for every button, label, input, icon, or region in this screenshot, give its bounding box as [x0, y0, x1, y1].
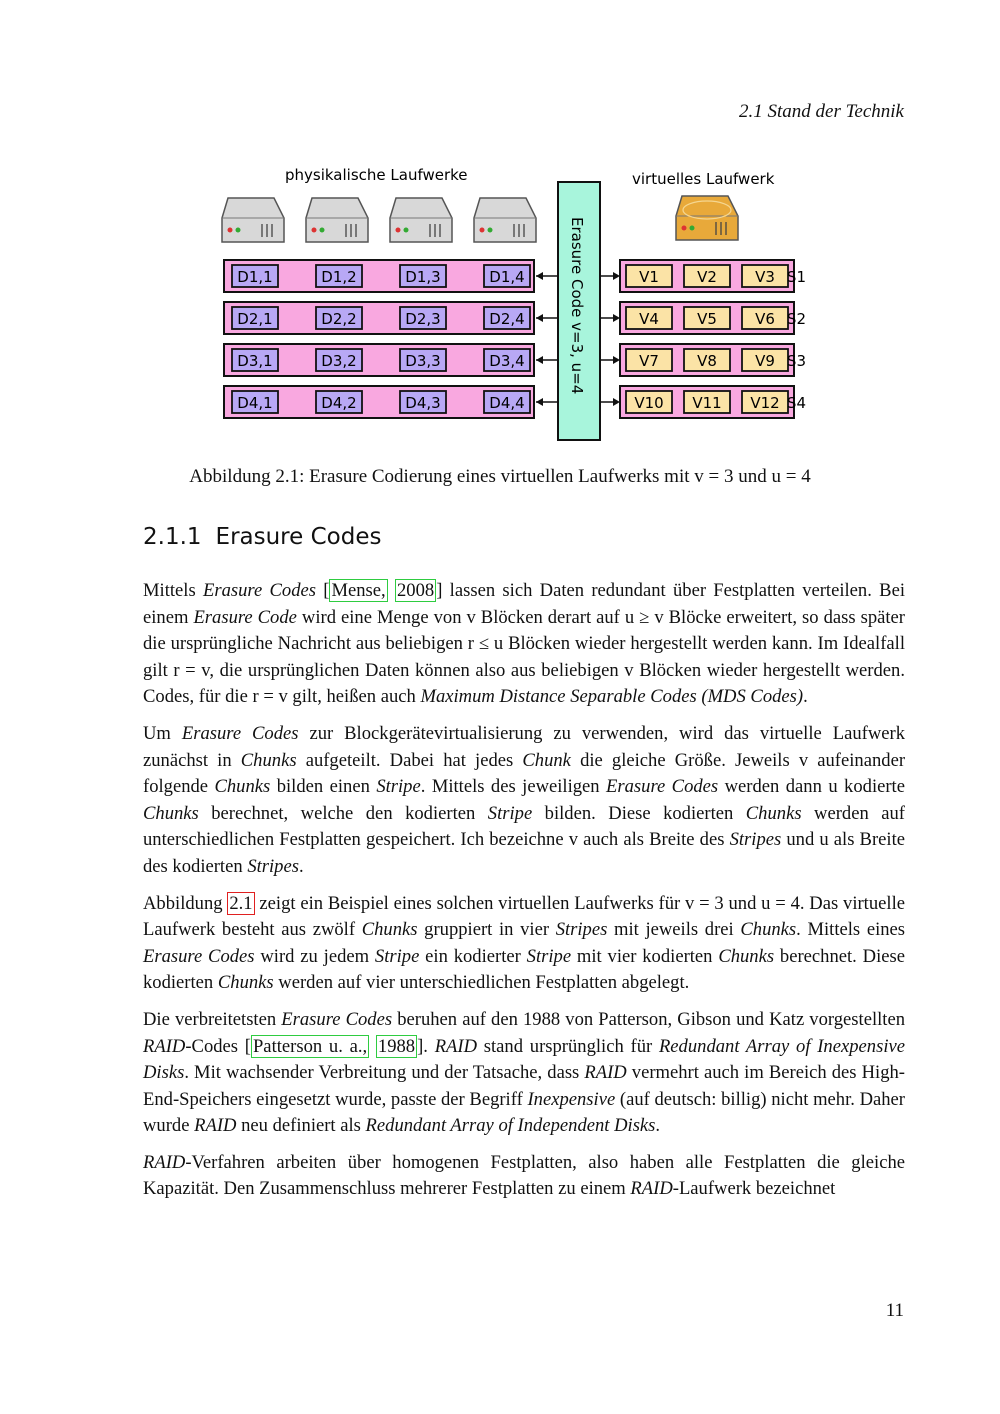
disk-led-red	[312, 228, 317, 233]
arrow-head	[613, 272, 620, 280]
figure-erasure-coding	[210, 160, 810, 450]
disk-icons	[222, 196, 738, 242]
text: Die verbreitetsten	[143, 1008, 282, 1030]
disk-led-red	[228, 228, 233, 233]
disk-chunk-label: D4,4	[489, 394, 525, 412]
hard-disk-icon	[390, 198, 452, 242]
emphasis: Erasure Codes	[606, 776, 719, 798]
emphasis: Maximum Distance Separable Codes (MDS Codes)	[420, 686, 804, 708]
arrow-head	[613, 356, 620, 364]
emphasis: RAID	[630, 1178, 673, 1200]
hard-disk-icon	[474, 198, 536, 242]
text: berechnet, welche den kodierten	[198, 802, 488, 824]
erasure-code-label: Erasure Code v=3, u=4	[568, 217, 586, 395]
arrow-head	[536, 272, 543, 280]
disk-body	[390, 198, 452, 242]
disk-chunk-label: D4,2	[321, 394, 357, 412]
text: -Codes [	[185, 1035, 251, 1057]
running-head: 2.1 Stand der Technik	[738, 101, 904, 122]
text: werden dann u kodierte	[718, 776, 905, 798]
label-physical-drives: physikalische Laufwerke	[285, 166, 468, 184]
paragraph-1: Mittels Erasure Codes [ Mense, 2008 ] lassen sich Daten redundant über Festplatten verteilen. Bei einem Erasure Code wird eine Menge von v Blöcken derart auf u ≥ v Blöcke erweitert, so dass später die ursprüngliche Nachricht aus beliebigen r ≤ u Blöcken wieder hergestellt werden kann. Im Idealfall gilt r = v, die ursprünglichen Daten können also aus beliebigen v Blöcken wieder hergestellt werden. Codes, für die r = v gilt, heißen auch Maximum Distance Separable Codes (MDS Codes).	[143, 580, 905, 708]
text: .	[655, 1115, 661, 1137]
disk-led-green	[690, 226, 695, 231]
emphasis: Stripes	[247, 855, 299, 877]
text: bilden einen	[270, 776, 377, 798]
emphasis: Chunks	[240, 749, 297, 771]
emphasis: Inexpensive	[527, 1088, 616, 1110]
emphasis: RAID	[143, 1151, 186, 1173]
virtual-chunk-label: V10	[634, 394, 664, 412]
text: .	[298, 855, 304, 877]
text: wird eine Menge von v Blöcken derart auf u ≥ v Blöcke erweitert, so dass später die ursprüngliche Nachricht aus beliebigen r ≤ u Blöcken wieder hergestellt werden kann. Im Idealfall gilt r = v, die ursprünglichen Daten können also aus beliebigen v Blöcken wieder hergestellt werden. Codes, für die r = v gilt, heißen auch	[143, 606, 905, 708]
virtual-chunk-label: V9	[755, 352, 775, 370]
disk-chunk-label: D1,3	[405, 268, 441, 286]
disk-led-red	[682, 226, 687, 231]
text: neu definiert als	[236, 1115, 366, 1137]
emphasis: Stripe	[526, 945, 572, 967]
hard-disk-icon	[306, 198, 368, 242]
emphasis: Redundant Array of Inexpensive Disks	[143, 1035, 905, 1084]
text: . Mittels eines	[796, 919, 906, 941]
label-virtual-drive: virtuelles Laufwerk	[632, 170, 775, 188]
emphasis: Chunks	[745, 802, 802, 824]
citation-link[interactable]	[329, 579, 387, 602]
text: bilden. Diese kodierten	[532, 802, 746, 824]
emphasis: Stripe	[487, 802, 533, 824]
disk-chunk-label: D2,4	[489, 310, 525, 328]
emphasis: RAID	[434, 1035, 478, 1057]
disk-chunk-label: D2,3	[405, 310, 441, 328]
virtual-chunk-label: V4	[639, 310, 659, 328]
virtual-chunk-label: V2	[697, 268, 717, 286]
stripe-label: S3	[786, 352, 806, 370]
virtual-chunk-label: V8	[697, 352, 717, 370]
disk-chunk-label: D3,1	[237, 352, 273, 370]
disk-led-red	[480, 228, 485, 233]
text: werden auf unterschiedlichen Festplatten gespeichert. Ich bezeichne v auch als Breite des	[143, 802, 905, 851]
arrow-head	[536, 314, 543, 322]
emphasis: Stripe	[376, 776, 421, 798]
disk-led-green	[488, 228, 493, 233]
text: berechnet. Diese kodierten	[143, 945, 905, 994]
emphasis: RAID	[143, 1035, 186, 1057]
disk-chunk-label: D4,3	[405, 394, 441, 412]
virtual-chunk-label: V7	[639, 352, 659, 370]
emphasis: Erasure Codes	[181, 722, 299, 744]
virtual-chunk-label: V3	[755, 268, 775, 286]
emphasis: Erasure Codes	[281, 1008, 393, 1030]
virtual-chunk-label: V5	[697, 310, 717, 328]
virtual-rows	[620, 260, 806, 418]
text: ein kodierter	[419, 945, 527, 967]
disk-rows	[224, 260, 534, 418]
text: ].	[417, 1035, 435, 1057]
figure-caption: Abbildung 2.1: Erasure Codierung eines virtuellen Laufwerks mit v = 3 und u = 4	[189, 466, 811, 487]
disk-chunk-label: D3,2	[321, 352, 357, 370]
disk-chunk-label: D3,4	[489, 352, 525, 370]
virtual-chunk-label: V11	[692, 394, 722, 412]
arrow-head	[536, 356, 543, 364]
citation-year-link[interactable]: 1988	[377, 1035, 416, 1057]
disk-chunk-label: D1,2	[321, 268, 357, 286]
virtual-chunk-label: V12	[750, 394, 780, 412]
text: mit jeweils drei	[607, 919, 741, 941]
stripe-label: S4	[786, 394, 806, 412]
disk-chunk-label: D3,3	[405, 352, 441, 370]
disk-chunk-label: D2,2	[321, 310, 357, 328]
disk-chunk-label: D1,4	[489, 268, 525, 286]
citation-year-link[interactable]	[395, 579, 436, 602]
disk-body	[222, 198, 284, 242]
text: -Laufwerk bezeichnet	[672, 1178, 836, 1200]
paragraph-5	[143, 1150, 905, 1203]
virtual-chunk-label: V6	[755, 310, 775, 328]
text: zur Blockgerätevirtualisierung zu verwenden, wird das virtuelle Laufwerk zunächst in	[143, 722, 905, 771]
emphasis: Chunks	[718, 945, 775, 967]
stripe-label: S1	[786, 268, 806, 286]
hard-disk-icon	[222, 198, 284, 242]
emphasis: Chunks	[143, 802, 199, 824]
emphasis: Erasure Codes	[202, 580, 316, 601]
emphasis: Stripes	[555, 919, 608, 941]
emphasis: RAID	[584, 1062, 627, 1084]
text: und u als Breite des kodierten	[143, 829, 905, 877]
emphasis: Chunks	[361, 919, 418, 941]
disk-body	[474, 198, 536, 242]
text: aufgeteilt. Dabei hat jedes	[296, 749, 523, 771]
emphasis: Chunks	[740, 919, 797, 941]
figure-reference-link[interactable]: 2.1	[229, 892, 253, 914]
section-title: Erasure Codes	[215, 524, 382, 550]
stripe-label: S2	[786, 310, 806, 328]
text: . Mit wachsender Verbreitung und der Tatsache, dass	[184, 1062, 585, 1084]
emphasis: Chunks	[217, 972, 274, 994]
text: vermehrt auch im Bereich des High-End-Speichers eingesetzt wurde, passte der Begriff	[143, 1062, 905, 1110]
text: lassen sich Daten redundant über Festplatten verteilen. Bei einem	[143, 580, 905, 628]
text: .	[803, 686, 808, 708]
disk-led-green	[404, 228, 409, 233]
section-number: 2.1.1	[143, 524, 202, 550]
emphasis: RAID	[194, 1115, 237, 1137]
paragraph-3	[143, 891, 905, 997]
disk-chunk-label: D4,1	[237, 394, 273, 412]
text: die gleiche Größe. Jeweils v aufeinander folgende	[143, 749, 906, 798]
section-heading	[143, 524, 381, 550]
virtual-disk-icon	[676, 196, 738, 240]
text: zeigt ein Beispiel eines solchen virtuellen Laufwerks für v = 3 und u = 4. Das virtuelle Laufwerk besteht aus zwölf	[143, 892, 905, 941]
arrow-head	[536, 398, 543, 406]
arrow-head	[613, 314, 620, 322]
text: beruhen auf den 1988 von Patterson, Gibson und Katz vorgestellten	[392, 1008, 906, 1030]
disk-body	[306, 198, 368, 242]
text: wird zu jedem	[254, 945, 375, 967]
disk-chunk-label: D1,1	[237, 268, 273, 286]
emphasis: Redundant Array of Independent Disks	[365, 1115, 656, 1137]
citation-year: 2008	[397, 580, 435, 601]
emphasis: Stripes	[729, 829, 782, 851]
text: werden auf vier unterschiedlichen Festplatten abgelegt.	[273, 972, 690, 994]
emphasis: Chunk	[522, 749, 571, 771]
text: Abbildung	[143, 892, 228, 914]
emphasis: Stripe	[374, 945, 420, 967]
text: Um	[143, 722, 182, 744]
text: (auf deutsch: billig) nicht mehr. Daher wurde	[143, 1088, 905, 1137]
paragraph-2	[143, 721, 905, 881]
disk-led-red	[396, 228, 401, 233]
text: stand ursprünglich für	[477, 1035, 659, 1057]
emphasis: Erasure Codes	[143, 945, 255, 967]
text: gruppiert in vier	[417, 919, 556, 941]
figure-diagram	[210, 160, 810, 450]
disk-led-green	[320, 228, 325, 233]
disk-body	[676, 196, 738, 240]
emphasis: Erasure Code	[193, 606, 297, 628]
text: -Verfahren arbeiten über homogenen Festplatten, also haben alle Festplatten die gleiche Kapazität. Den Zusammenschluss mehrerer Festplatten zu einem	[143, 1151, 905, 1200]
emphasis: Chunks	[214, 776, 271, 798]
arrow-head	[613, 398, 620, 406]
disk-chunk-label: D2,1	[237, 310, 273, 328]
page-number: 11	[885, 1300, 904, 1321]
text: . Mittels des jeweiligen	[420, 776, 607, 798]
paragraph-4	[143, 1007, 905, 1140]
citation-author: Mense,	[331, 580, 386, 601]
body-text	[143, 578, 905, 1213]
text: Mittels	[143, 580, 203, 601]
disk-led-green	[236, 228, 241, 233]
citation-link[interactable]: Patterson u. a.,	[252, 1035, 368, 1057]
virtual-chunk-label: V1	[639, 268, 659, 286]
text: mit vier kodierten	[571, 945, 719, 967]
